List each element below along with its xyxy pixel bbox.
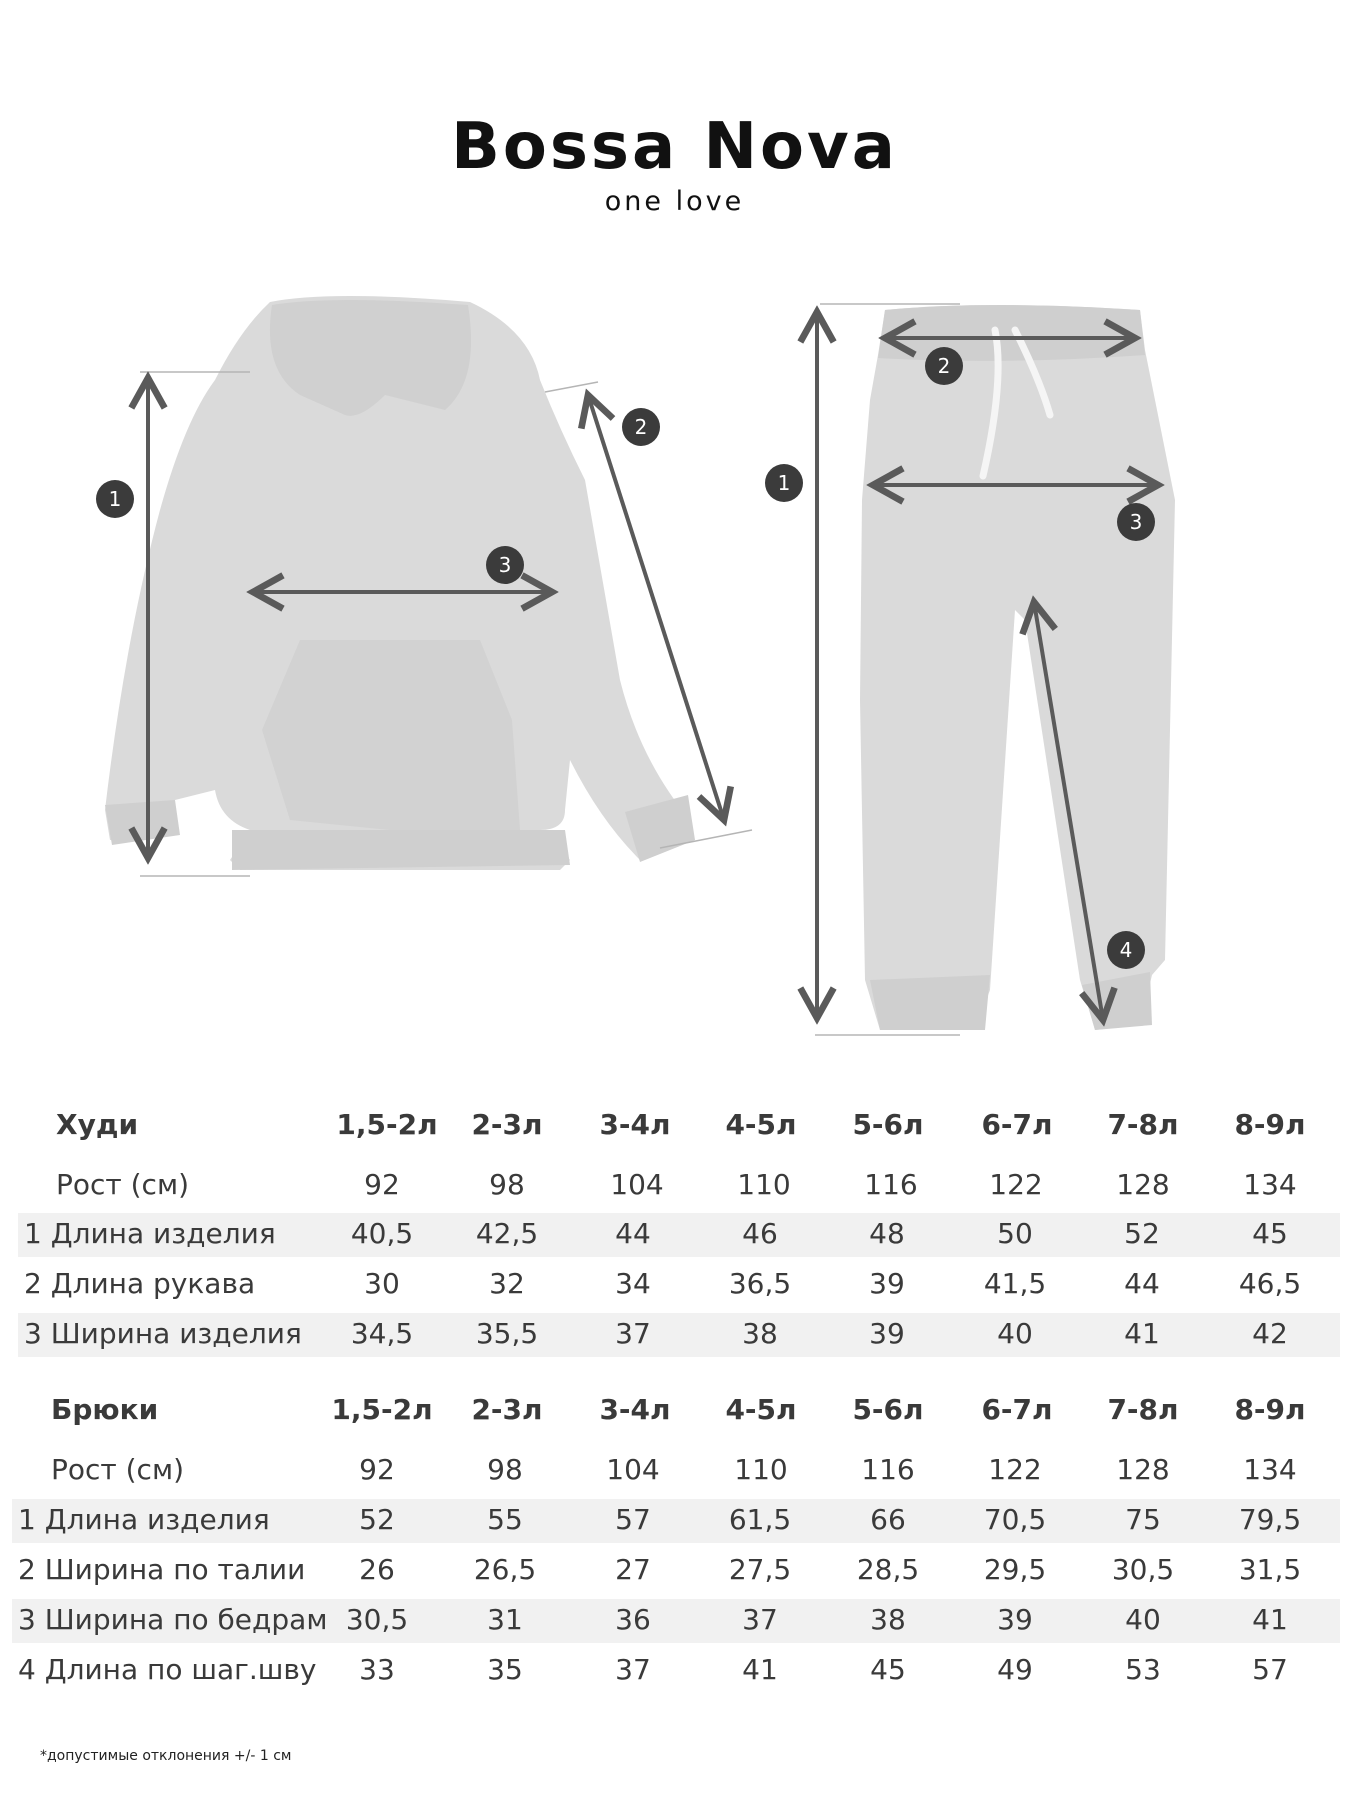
table-row xyxy=(18,1313,1340,1357)
table-cell: 37 xyxy=(742,1603,778,1636)
table-cell: 98 xyxy=(487,1453,523,1486)
hoodie-illustration xyxy=(105,296,695,870)
pants-badge-4 xyxy=(1107,931,1145,969)
table-cell: 37 xyxy=(615,1317,651,1350)
table-cell: 134 xyxy=(1243,1168,1297,1201)
table-cell: 27 xyxy=(615,1553,651,1586)
svg-text:1: 1 xyxy=(108,487,122,511)
table-cell: 70,5 xyxy=(983,1503,1047,1536)
table-row xyxy=(12,1599,1340,1643)
row-label: 3 Ширина изделия xyxy=(24,1317,302,1350)
hoodie-header-row xyxy=(0,1104,1349,1148)
table-cell: 40,5 xyxy=(350,1217,414,1250)
table-cell: 40 xyxy=(1125,1603,1161,1636)
svg-text:1: 1 xyxy=(777,471,791,495)
size-header: 4-5л xyxy=(725,1108,797,1141)
table-cell: 52 xyxy=(359,1503,395,1536)
table-cell: 39 xyxy=(997,1603,1033,1636)
table-cell: 53 xyxy=(1125,1653,1161,1686)
size-header: 7-8л xyxy=(1107,1108,1179,1141)
brand-title: Bossa Nova xyxy=(451,110,898,184)
size-header: 1,5-2л xyxy=(336,1108,438,1141)
table-cell: 31,5 xyxy=(1238,1553,1302,1586)
table-cell: 46 xyxy=(742,1217,778,1250)
size-header: 6-7л xyxy=(981,1108,1053,1141)
row-label: Рост (см) xyxy=(51,1453,184,1486)
table-cell: 49 xyxy=(997,1653,1033,1686)
row-label: 2 Длина рукава xyxy=(24,1267,256,1300)
table-row xyxy=(0,1549,1349,1593)
table-cell: 116 xyxy=(861,1453,915,1486)
pants-badge-1 xyxy=(765,464,803,502)
size-header: 6-7л xyxy=(981,1393,1053,1426)
table-cell: 61,5 xyxy=(728,1503,792,1536)
hoodie-badge-3 xyxy=(486,546,524,584)
table-cell: 35 xyxy=(487,1653,523,1686)
table-cell: 45 xyxy=(1252,1217,1288,1250)
row-label: 4 Длина по шаг.шву xyxy=(18,1653,317,1686)
size-header: 8-9л xyxy=(1234,1108,1306,1141)
hoodie-table-title: Худи xyxy=(56,1108,139,1141)
pants-illustration xyxy=(860,305,1175,1030)
table-cell: 26,5 xyxy=(473,1553,537,1586)
table-row xyxy=(0,1449,1349,1493)
table-cell: 41 xyxy=(1252,1603,1288,1636)
table-cell: 41 xyxy=(1124,1317,1160,1350)
size-header: 3-4л xyxy=(599,1393,671,1426)
row-label: 2 Ширина по талии xyxy=(18,1553,306,1586)
table-cell: 46,5 xyxy=(1238,1267,1302,1300)
table-cell: 37 xyxy=(615,1653,651,1686)
table-row xyxy=(0,1649,1349,1693)
row-label: 1 Длина изделия xyxy=(24,1217,276,1250)
table-cell: 31 xyxy=(487,1603,523,1636)
table-cell: 44 xyxy=(1124,1267,1160,1300)
table-cell: 34 xyxy=(615,1267,651,1300)
table-cell: 116 xyxy=(864,1168,918,1201)
table-cell: 39 xyxy=(869,1317,905,1350)
table-cell: 110 xyxy=(737,1168,791,1201)
table-cell: 30,5 xyxy=(1111,1553,1175,1586)
table-cell: 50 xyxy=(997,1217,1033,1250)
size-header: 7-8л xyxy=(1107,1393,1179,1426)
hoodie-badge-1 xyxy=(96,480,134,518)
table-cell: 57 xyxy=(615,1503,651,1536)
table-cell: 104 xyxy=(606,1453,660,1486)
table-cell: 52 xyxy=(1124,1217,1160,1250)
table-cell: 48 xyxy=(869,1217,905,1250)
footnote: *допустимые отклонения +/- 1 см xyxy=(40,1748,292,1764)
table-cell: 33 xyxy=(359,1653,395,1686)
size-header: 3-4л xyxy=(599,1108,671,1141)
brand-subtitle: one love xyxy=(604,186,745,217)
table-cell: 42,5 xyxy=(475,1217,539,1250)
table-cell: 98 xyxy=(489,1168,525,1201)
row-label: 1 Длина изделия xyxy=(18,1503,270,1536)
pants-badge-3 xyxy=(1117,503,1155,541)
table-cell: 32 xyxy=(489,1267,525,1300)
table-cell: 122 xyxy=(989,1168,1043,1201)
table-cell: 57 xyxy=(1252,1653,1288,1686)
row-label: Рост (см) xyxy=(56,1168,189,1201)
table-cell: 92 xyxy=(364,1168,400,1201)
size-header: 5-6л xyxy=(852,1393,924,1426)
table-cell: 28,5 xyxy=(856,1553,920,1586)
table-cell: 35,5 xyxy=(475,1317,539,1350)
table-cell: 128 xyxy=(1116,1168,1170,1201)
table-row xyxy=(0,1263,1349,1307)
table-cell: 122 xyxy=(988,1453,1042,1486)
table-cell: 92 xyxy=(359,1453,395,1486)
table-cell: 27,5 xyxy=(728,1553,792,1586)
size-header: 2-3л xyxy=(471,1108,543,1141)
table-cell: 30 xyxy=(364,1267,400,1300)
table-cell: 41,5 xyxy=(983,1267,1047,1300)
table-row xyxy=(18,1213,1340,1257)
table-cell: 42 xyxy=(1252,1317,1288,1350)
table-cell: 36,5 xyxy=(728,1267,792,1300)
table-cell: 34,5 xyxy=(350,1317,414,1350)
svg-text:2: 2 xyxy=(937,354,951,378)
table-cell: 26 xyxy=(359,1553,395,1586)
pants-header-row xyxy=(0,1389,1349,1433)
row-label: 3 Ширина по бедрам xyxy=(18,1603,328,1636)
svg-text:3: 3 xyxy=(1129,510,1143,534)
table-cell: 40 xyxy=(997,1317,1033,1350)
svg-text:2: 2 xyxy=(634,415,648,439)
table-cell: 110 xyxy=(734,1453,788,1486)
hoodie-badge-2 xyxy=(622,408,660,446)
size-header: 8-9л xyxy=(1234,1393,1306,1426)
svg-text:3: 3 xyxy=(498,553,512,577)
table-cell: 66 xyxy=(870,1503,906,1536)
pants-badge-2 xyxy=(925,347,963,385)
table-cell: 104 xyxy=(610,1168,664,1201)
size-header: 5-6л xyxy=(852,1108,924,1141)
table-cell: 44 xyxy=(615,1217,651,1250)
table-row xyxy=(0,1164,1349,1208)
size-header: 4-5л xyxy=(725,1393,797,1426)
table-cell: 29,5 xyxy=(983,1553,1047,1586)
table-cell: 41 xyxy=(742,1653,778,1686)
table-cell: 128 xyxy=(1116,1453,1170,1486)
svg-text:4: 4 xyxy=(1119,938,1133,962)
table-cell: 75 xyxy=(1125,1503,1161,1536)
table-row xyxy=(12,1499,1340,1543)
size-header: 1,5-2л xyxy=(331,1393,433,1426)
table-cell: 45 xyxy=(870,1653,906,1686)
pants-table-title: Брюки xyxy=(51,1393,159,1426)
table-cell: 30,5 xyxy=(345,1603,409,1636)
table-cell: 38 xyxy=(870,1603,906,1636)
table-cell: 39 xyxy=(869,1267,905,1300)
table-cell: 134 xyxy=(1243,1453,1297,1486)
size-header: 2-3л xyxy=(471,1393,543,1426)
table-cell: 55 xyxy=(487,1503,523,1536)
table-cell: 36 xyxy=(615,1603,651,1636)
table-cell: 38 xyxy=(742,1317,778,1350)
table-cell: 79,5 xyxy=(1238,1503,1302,1536)
